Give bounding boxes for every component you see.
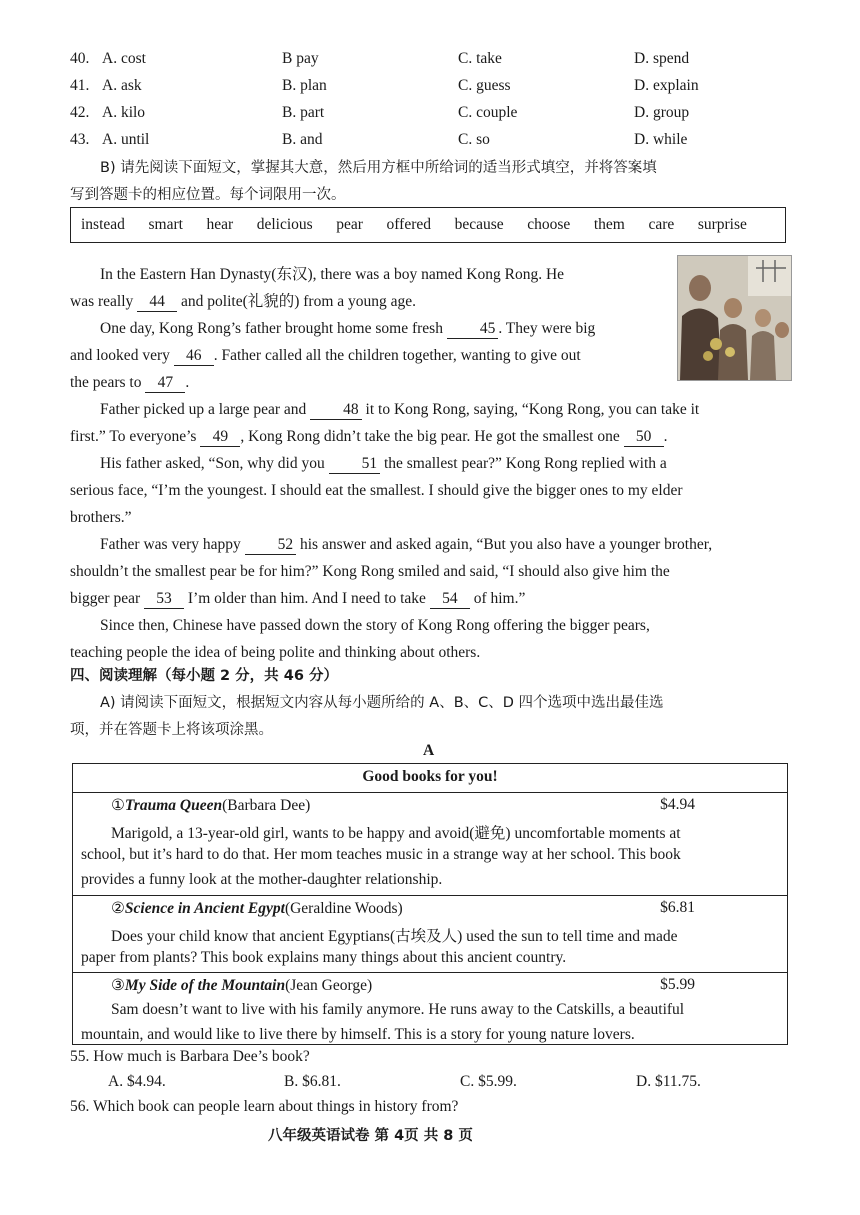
book-description: mountain, and would like to live there by himself. This is a story for young nature lovers. [81, 1026, 635, 1043]
blank-54: 54 [430, 590, 470, 609]
table-title-row [73, 764, 787, 792]
option-b: B pay [282, 50, 319, 67]
book-number: ② [111, 900, 125, 917]
passage-line: serious face, “I’m the youngest. I should eat the smallest. I should give the bigger ones to my elder [70, 482, 683, 499]
passage-line: brothers.” [70, 509, 132, 526]
kong-rong-illustration [677, 255, 792, 381]
question-43-options [70, 131, 790, 153]
option-d: D. spend [634, 50, 690, 67]
blank-50: 50 [624, 428, 664, 447]
book-number: ③ [111, 977, 125, 994]
passage-line: Father picked up a large pear and 48 it to Kong Rong, saying, “Kong Rong, you can take it [100, 401, 700, 418]
word-bank-word: pear [336, 216, 363, 233]
book-entry [73, 972, 787, 1043]
book-entry [73, 895, 787, 972]
option-c: C. $5.99. [460, 1073, 517, 1090]
blank-47: 47 [145, 374, 185, 393]
word-bank-word: care [648, 216, 675, 233]
book-description: Does your child know that ancient Egyptians(古埃及人) used the sun to tell time and made [111, 928, 678, 945]
blank-49: 49 [200, 428, 240, 447]
page-footer: 八年级英语试卷 第 4页 共 8 页 [268, 1128, 473, 1144]
blank-44: 44 [137, 293, 177, 312]
word-bank-word: smart [148, 216, 183, 233]
blank-51: 51 [329, 455, 381, 474]
word-bank-word: choose [527, 216, 571, 233]
question-41-options [70, 77, 790, 99]
section-4-heading: 四、阅读理解（每小题 2 分，共 46 分） [70, 668, 338, 684]
book-price: $5.99 [660, 976, 695, 993]
passage-line: bigger pear 53 I’m older than him. And I need to take 54 of him.” [70, 590, 526, 607]
question-42-options [70, 104, 790, 126]
option-a: A. $4.94. [108, 1073, 166, 1090]
option-a: A. kilo [102, 104, 146, 121]
question-number: 42. [70, 104, 90, 121]
book-description: school, but it’s hard to do that. Her mom teaches music in a strange way at her school. This book [81, 846, 681, 863]
table-title: Good books for you! [362, 768, 498, 785]
word-bank-word: hear [206, 216, 234, 233]
option-b: B. $6.81. [284, 1073, 341, 1090]
question-55: 55. How much is Barbara Dee’s book? [70, 1048, 310, 1065]
passage-line: Since then, Chinese have passed down the story of Kong Rong offering the bigger pears, [100, 617, 650, 634]
option-d: D. explain [634, 77, 699, 94]
passage-line: and looked very 46 . Father called all the children together, wanting to give out [70, 347, 581, 364]
passage-line: One day, Kong Rong’s father brought home some fresh 45 . They were big [100, 320, 596, 337]
passage-line: shouldn’t the smallest pear be for him?” Kong Rong smiled and said, “I should also give him the [70, 563, 670, 580]
passage-line: His father asked, “Son, why did you 51 the smallest pear?” Kong Rong replied with a [100, 455, 667, 472]
blank-45: 45 [447, 320, 499, 339]
books-table [72, 763, 788, 1045]
passage-line: first.” To everyone’s 49 , Kong Rong didn’t take the big pear. He got the smallest one 50 . [70, 428, 668, 445]
word-bank-word: them [593, 216, 625, 233]
option-c: C. guess [458, 77, 511, 94]
book-title: Trauma Queen [124, 797, 223, 814]
book-title: My Side of the Mountain [124, 977, 286, 994]
option-c: C. so [458, 131, 490, 148]
option-b: B. and [282, 131, 323, 148]
book-description: Marigold, a 13-year-old girl, wants to be happy and avoid(避免) uncomfortable moments at [111, 825, 681, 842]
section-4-instruction: A) 请阅读下面短文，根据短文内容从每小题所给的 A、B、C、D 四个选项中选出最佳选 [100, 695, 664, 711]
question-number: 43. [70, 131, 90, 148]
blank-48: 48 [310, 401, 362, 420]
question-56: 56. Which book can people learn about things in history from? [70, 1098, 459, 1115]
passage-line: was really 44 and polite(礼貌的) from a young age. [70, 293, 417, 310]
blank-46: 46 [174, 347, 214, 366]
book-description: Sam doesn’t want to live with his family anymore. He runs away to the Catskills, a beautiful [111, 1001, 685, 1018]
word-bank-word: offered [386, 216, 432, 233]
option-b: B. part [282, 104, 325, 121]
word-bank-word: because [454, 216, 504, 233]
passage-line: In the Eastern Han Dynasty(东汉), there was a boy named Kong Rong. He [100, 266, 565, 283]
option-d: D. $11.75. [636, 1073, 701, 1090]
word-bank-word: surprise [697, 216, 747, 233]
book-price: $6.81 [660, 899, 695, 916]
option-d: D. group [634, 104, 690, 121]
book-author: (Barbara Dee) [222, 797, 311, 814]
option-b: B. plan [282, 77, 327, 94]
word-bank-word: delicious [256, 216, 313, 233]
option-c: C. take [458, 50, 502, 67]
word-bank-word: instead [81, 216, 125, 233]
book-entry [73, 792, 787, 895]
option-a: A. cost [102, 50, 146, 67]
passage-line: the pears to 47 . [70, 374, 190, 391]
question-number: 40. [70, 50, 90, 67]
section-b-instruction-cont: 写到答题卡的相应位置。每个词限用一次。 [70, 187, 346, 203]
book-price: $4.94 [660, 796, 695, 813]
book-title: Science in Ancient Egypt [124, 900, 285, 917]
section-b-instruction: B) 请先阅读下面短文，掌握其大意，然后用方框中所给词的适当形式填空，并将答案填 [100, 160, 657, 176]
word-bank-box [70, 207, 786, 243]
option-c: C. couple [458, 104, 518, 121]
blank-52: 52 [245, 536, 297, 555]
blank-53: 53 [144, 590, 184, 609]
passage-letter: A [423, 742, 435, 759]
option-a: A. until [102, 131, 150, 148]
book-number: ① [111, 797, 125, 814]
book-description: paper from plants? This book explains many things about this ancient country. [81, 949, 567, 966]
option-d: D. while [634, 131, 688, 148]
book-author: (Geraldine Woods) [284, 900, 403, 917]
question-40-options [70, 50, 790, 72]
passage-line: Father was very happy 52 his answer and asked again, “But you also have a younger brother, [100, 536, 713, 553]
section-4-instruction-cont: 项，并在答题卡上将该项涂黑。 [70, 722, 273, 738]
option-a: A. ask [102, 77, 142, 94]
book-author: (Jean George) [285, 977, 373, 994]
passage-line: teaching people the idea of being polite and thinking about others. [70, 644, 481, 661]
book-description: provides a funny look at the mother-daughter relationship. [81, 871, 443, 888]
question-number: 41. [70, 77, 90, 94]
